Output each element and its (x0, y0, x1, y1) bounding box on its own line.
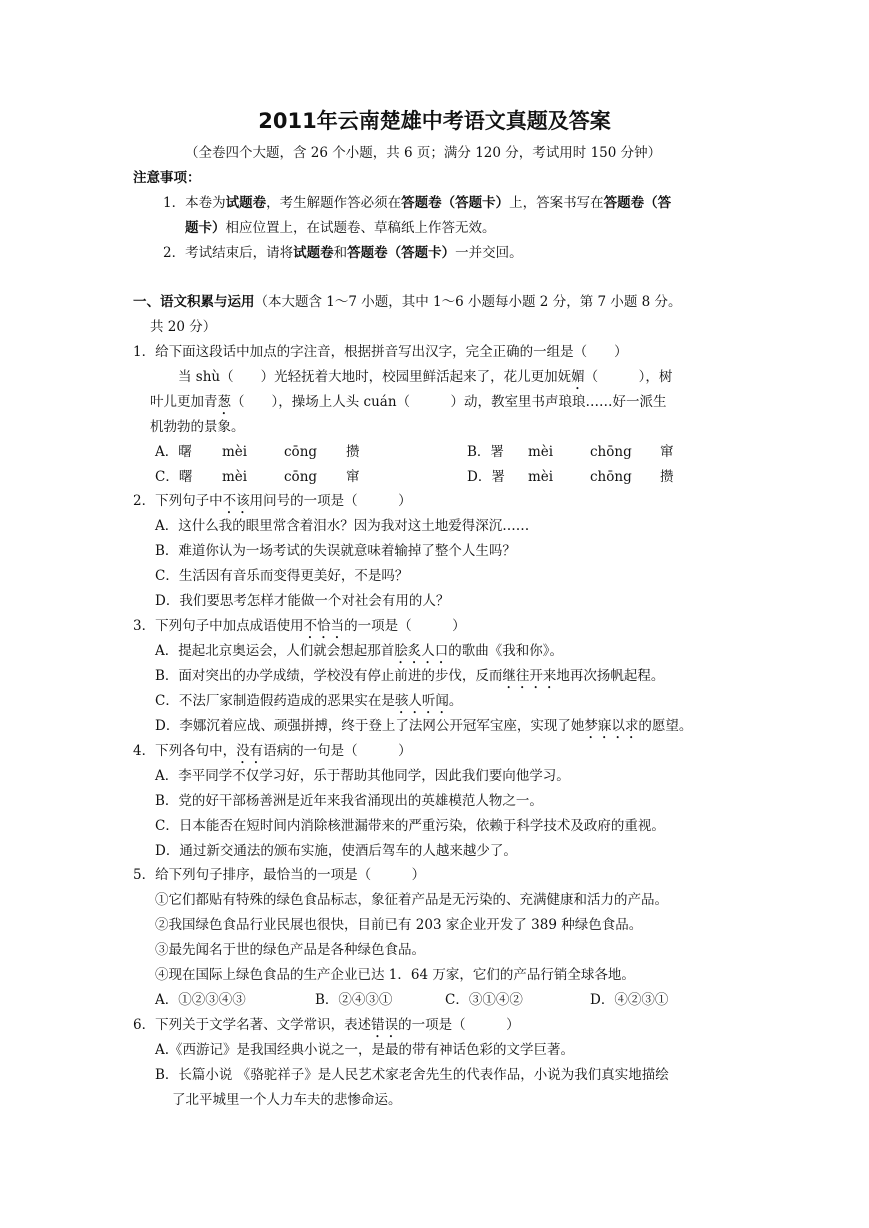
dotted-char: 媚 (571, 369, 585, 385)
question-4-stem (133, 741, 412, 767)
question-5-option-a: A．①②③④③ (155, 992, 246, 1008)
note-text: ，考生解题作答必须在 (266, 195, 402, 211)
question-1-stem: 1．给下面这段话中加点的字注音，根据拼音写出汉字，完全正确的一组是（ ） (133, 344, 628, 360)
option-letter: A．曙 (155, 444, 192, 460)
note-text: 2．考试结束后，请将 (163, 245, 294, 261)
question-6-option-b-line-1: B．长篇小说 《骆驼祥子》是人民艺术家老舍先生的代表作品，小说为我们真实地描绘 (155, 1067, 669, 1083)
question-3-option-d (155, 716, 692, 742)
question-5-option-c: C．③①④② (445, 992, 523, 1008)
notes-heading: 注意事项： (133, 170, 201, 186)
question-6-option-b-line-2: 了北平城里一个人力车夫的悲惨命运。 (172, 1092, 402, 1108)
stem-text: 语病的一句是（ ） (263, 743, 412, 759)
question-5-option-d: D．④②③① (590, 992, 669, 1008)
passage-text: 叶儿更加青 (150, 394, 218, 410)
passage-text: （ ），操场上人头 cuán（ ）动，教室里书声琅琅……好一派生 (231, 394, 667, 410)
page-title: 2011年云南楚雄中考语文真题及答案 (258, 109, 611, 133)
question-2-option-b: B．难道你认为一场考试的失误就意味着输掉了整个人生吗？ (155, 543, 516, 559)
dotted-idiom: 骇人听闻 (394, 693, 449, 709)
option-text: D．李娜沉着应战、顽强拼搏，终于登上了法网公开冠军宝座，实现了她 (155, 718, 585, 734)
option-char: 窜 (346, 469, 360, 485)
option-pinyin: cōng (284, 469, 318, 485)
option-char: 攒 (660, 469, 674, 485)
stem-text: 2．下列句子中 (133, 493, 223, 509)
section-1-heading (133, 292, 682, 312)
question-5-item-1: ①它们都贴有特殊的绿色食品标志，象征着产品是无污染的、充满健康和活力的产品。 (155, 892, 668, 908)
question-3-option-b (155, 666, 664, 692)
option-char: 攒 (346, 444, 360, 460)
question-2-option-d: D．我们要思考怎样才能做一个对社会有用的人？ (155, 593, 450, 609)
note-bold: 答题卷（答题卡） (401, 195, 510, 211)
section-title: 一、语文积累与运用 (133, 294, 255, 310)
stem-text: 6．下列关于文学名著、文学常识，表述 (133, 1017, 372, 1033)
option-pinyin: mèi (222, 469, 248, 485)
option-pinyin: chōng (590, 444, 632, 460)
note-bold: 答题卷（答 (603, 195, 672, 211)
option-letter: D．署 (467, 469, 505, 485)
stem-text: 3．下列句子中加点成语使用 (133, 618, 304, 634)
question-4-option-c: C．日本能否在短时间内消除核泄漏带来的严重污染，依赖于科学技术及政府的重视。 (155, 818, 665, 834)
note-bold: 试题卷 (225, 195, 267, 211)
note-bold: 答题卷（答题卡） (347, 245, 456, 261)
option-text: 的歌曲《我和你》。 (448, 643, 563, 659)
note-text: 上，答案书写在 (509, 195, 604, 211)
option-pinyin: mèi (528, 444, 554, 460)
note-text: 和 (333, 245, 348, 261)
option-text: 地再次扬帆起程。 (556, 668, 665, 684)
option-pinyin: mèi (222, 444, 248, 460)
question-6-stem (133, 1015, 520, 1041)
question-1-passage-line-3: 机勃勃的景象。 (150, 419, 245, 435)
question-1-passage-line-1 (178, 367, 672, 393)
dotted-text: 不该 (222, 493, 250, 509)
stem-text: 的一项是（ ） (344, 618, 466, 634)
option-text: C．不法厂家制造假药造成的恶果实在是 (155, 693, 395, 709)
dotted-idiom: 梦寐以求 (584, 718, 639, 734)
section-desc: （本大题含 1～7 小题，其中 1～6 小题每小题 2 分，第 7 小题 8 分。 (254, 294, 682, 310)
note-bold: 试题卷 (293, 245, 334, 261)
note-bold: 题卡） (185, 220, 226, 236)
passage-text: （ ），树 (584, 369, 673, 385)
note-1-line-2 (185, 218, 496, 238)
question-3-option-c (155, 691, 462, 717)
option-pinyin: cōng (284, 444, 318, 460)
question-3-stem (133, 616, 466, 642)
section-1-desc-2: 共 20 分） (150, 319, 217, 335)
dotted-text: 没有 (236, 743, 264, 759)
question-1-passage-line-2 (150, 392, 667, 418)
question-3-option-a (155, 641, 563, 667)
option-letter: B．署 (467, 444, 504, 460)
option-text: A．提起北京奥运会，人们就会想起那首 (155, 643, 395, 659)
option-text: 。 (448, 693, 463, 709)
question-5-item-3: ③最先闻名于世的绿色产品是各种绿色食品。 (155, 942, 425, 958)
question-4-option-b: B．党的好干部杨善洲是近年来我省涌现出的英雄模范人物之一。 (155, 793, 543, 809)
question-2-option-c: C．生活因有音乐而变得更美好，不是吗？ (155, 568, 409, 584)
note-2 (163, 243, 523, 263)
option-pinyin: mèi (528, 469, 554, 485)
question-2-stem (133, 491, 412, 517)
question-4-option-a: A．李平同学不仅学习好，乐于帮助其他同学，因此我们要向他学习。 (155, 768, 570, 784)
question-2-option-a: A．这什么我的眼里常含着泪水？因为我对这土地爱得深沉…… (155, 518, 530, 534)
option-char: 窜 (660, 444, 674, 460)
question-5-item-4: ④现在国际上绿色食品的生产企业已达 1．64 万家，它们的产品行销全球各地。 (155, 967, 635, 983)
exam-subtitle: （全卷四个大题，含 26 个小题，共 6 页；满分 120 分，考试用时 150 分钟） (185, 145, 662, 161)
option-text: 的愿望。 (638, 718, 693, 734)
note-1-line-1 (163, 193, 671, 213)
dotted-idiom: 脍炙人口 (394, 643, 449, 659)
stem-text: 4．下列各句中， (133, 743, 237, 759)
question-5-option-b: B．②④③① (315, 992, 393, 1008)
dotted-idiom: 继往开来 (502, 668, 557, 684)
stem-text: 的一项是（ ） (398, 1017, 520, 1033)
question-5-stem: 5．给下列句子排序，最恰当的一项是（ ） (133, 867, 426, 883)
dotted-text: 错误 (371, 1017, 399, 1033)
stem-text: 用问号的一项是（ ） (249, 493, 412, 509)
note-text: 一并交回。 (455, 245, 523, 261)
option-text: B．面对突出的办学成绩，学校没有停止前进的步伐，反而 (155, 668, 503, 684)
option-pinyin: chōng (590, 469, 632, 485)
note-text: 1．本卷为 (163, 195, 226, 211)
question-5-item-2: ②我国绿色食品行业民展也很快，目前已有 203 家企业开发了 389 种绿色食品。 (155, 917, 643, 933)
passage-text: 当 shù（ ）光轻抚着大地时，校园里鲜活起来了，花儿更加妩 (178, 369, 572, 385)
option-letter: C．曙 (155, 469, 193, 485)
dotted-char: 葱 (217, 394, 231, 410)
question-6-option-a: A.《西游记》是我国经典小说之一，是最的带有神话色彩的文学巨著。 (155, 1042, 575, 1058)
note-text: 相应位置上，在试题卷、草稿纸上作答无效。 (225, 220, 496, 236)
dotted-text: 不恰当 (303, 618, 345, 634)
question-4-option-d: D．通过新交通法的颁布实施，使酒后驾车的人越来越少了。 (155, 843, 517, 859)
